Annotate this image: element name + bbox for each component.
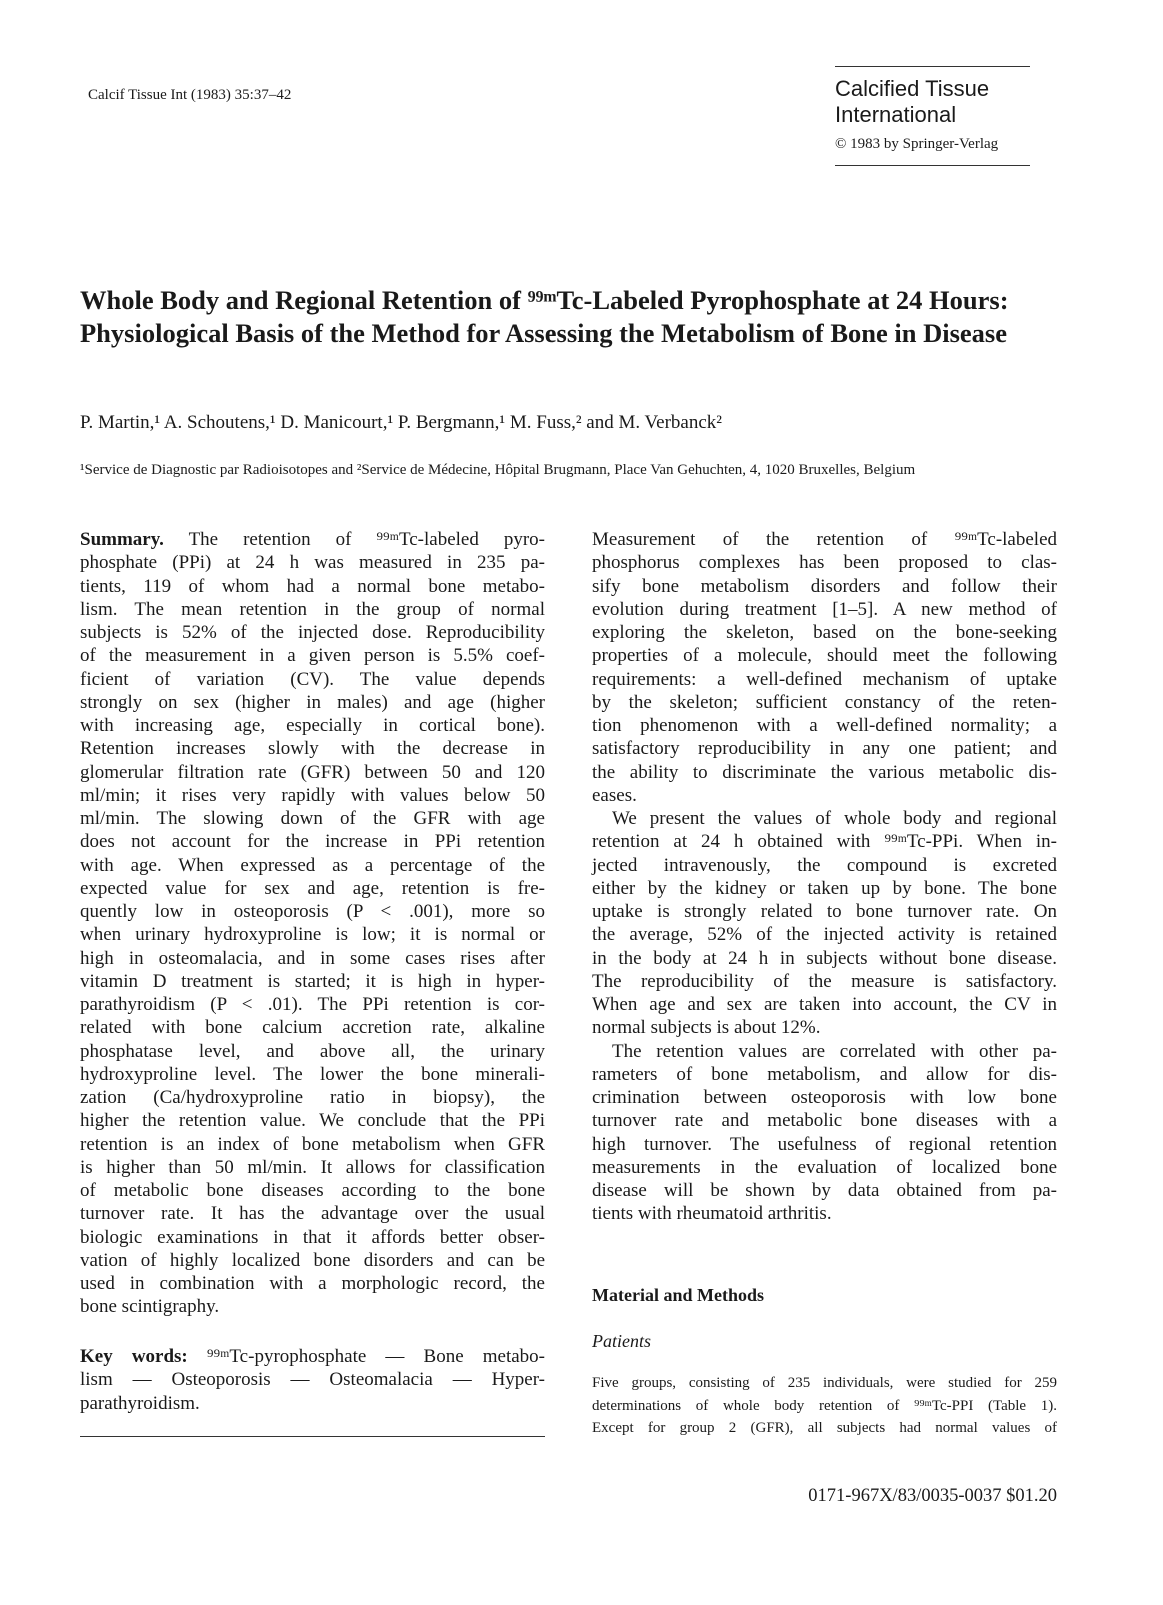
text-line: turnover rate and metabolic bone diseases with a — [592, 1110, 1057, 1132]
text-line: phosphate (PPi) at 24 h was measured in 235 pa- — [80, 552, 545, 574]
introduction — [592, 528, 1057, 1226]
text-line: expected value for sex and age, retention is fre- — [80, 877, 545, 899]
text-line: with age. When expressed as a percentage of the — [80, 854, 545, 876]
text-line: glomerular filtration rate (GFR) between 50 and 120 — [80, 761, 545, 783]
text-line: parathyroidism. — [80, 1392, 200, 1414]
text-line: is higher than 50 ml/min. It allows for classification — [80, 1156, 545, 1178]
text-line: when urinary hydroxyproline is low; it is normal or — [80, 924, 545, 946]
text-line: phosphatase level, and above all, the urinary — [80, 1040, 545, 1062]
journal-name — [835, 76, 1030, 128]
text-line: ml/min. The slowing down of the GFR with age — [80, 808, 545, 829]
header-rule-top — [835, 66, 1030, 67]
text-line: vation of highly localized bone disorders and can be — [80, 1249, 545, 1271]
text-line: of the measurement in a given person is 5.5% coef- — [80, 645, 545, 667]
text-line: parathyroidism (P < .01). The PPi retention is cor- — [80, 994, 545, 1015]
text-line: lism — Osteoporosis — Osteomalacia — Hyper- — [80, 1369, 545, 1391]
text-line: eases. — [592, 784, 637, 806]
text-line: high in osteomalacia, and in some cases rises after — [80, 947, 545, 969]
text-line: related with bone calcium accretion rate, alkaline — [80, 1017, 545, 1039]
paragraph-label: Summary. — [80, 529, 164, 550]
journal-reference: Calcif Tissue Int (1983) 35:37–42 — [88, 87, 292, 103]
text-line: retention is an index of bone metabolism when GFR — [80, 1133, 545, 1155]
text-line: determinations of whole body retention of ⁹⁹ᵐTc-PPI (Table 1). — [592, 1397, 1057, 1414]
methods-text — [592, 1372, 1057, 1440]
subsection-heading-patients: Patients — [592, 1331, 651, 1351]
text-line: retention at 24 h obtained with ⁹⁹ᵐTc-PPi. When in- — [592, 831, 1057, 853]
text-line: biologic examinations in that it affords better obser- — [80, 1226, 545, 1248]
text-line: uptake is strongly related to bone turnover rate. On — [592, 901, 1057, 922]
text-line: rameters of bone metabolism, and allow for dis- — [592, 1063, 1057, 1085]
text-line: When age and sex are taken into account, the CV in — [592, 994, 1057, 1015]
section-heading-methods: Material and Methods — [592, 1285, 764, 1305]
authors: P. Martin,¹ A. Schoutens,¹ D. Manicourt,¹ P. Bergmann,¹ M. Fuss,² and M. Verbanck² — [80, 412, 722, 433]
text-line: high turnover. The usefulness of regional retention — [592, 1133, 1057, 1155]
affiliation: ¹Service de Diagnostic par Radioisotopes and ²Service de Médecine, Hôpital Brugmann, Place Van Gehuchten, 4, 1020 Bruxelles, Belgium — [80, 462, 916, 478]
text-line: sify bone metabolism disorders and follow their — [592, 575, 1057, 597]
text-line: satisfactory reproducibility in any one patient; and — [592, 738, 1057, 760]
text-line: Key words: ⁹⁹ᵐTc-pyrophosphate — Bone metabo- — [80, 1346, 545, 1367]
text-line: tients, 119 of whom had a normal bone metabo- — [80, 575, 545, 597]
text-line: exploring the skeleton, based on the bone-seeking — [592, 622, 1057, 643]
text-line: either by the kidney or taken up by bone. The bone — [592, 877, 1057, 899]
text-line: tients with rheumatoid arthritis. — [592, 1203, 832, 1225]
text-line: Measurement of the retention of ⁹⁹ᵐTc-labeled — [592, 529, 1057, 550]
text-line: The reproducibility of the measure is satisfactory. — [592, 970, 1057, 992]
paragraph-label: Key words: — [80, 1346, 188, 1367]
summary — [80, 528, 545, 1319]
copyright: © 1983 by Springer-Verlag — [835, 136, 999, 152]
article-title: Whole Body and Regional Retention of ⁹⁹ᵐTc-Labeled Pyrophosphate at 24 Hours: Physiological Basis of the Method for Assessing the Metabolism of Bone in Disease — [80, 285, 1009, 348]
text-line: phosphorus complexes has been proposed to clas- — [592, 552, 1057, 574]
text-line: does not account for the increase in PPi retention — [80, 831, 545, 853]
text-line: crimination between osteoporosis with low bone — [592, 1087, 1057, 1108]
text-line: Except for group 2 (GFR), all subjects had normal values of — [592, 1420, 1057, 1436]
text-line: properties of a molecule, should meet the following — [592, 645, 1057, 667]
keywords — [80, 1345, 545, 1415]
column-rule — [80, 1436, 545, 1437]
paragraph — [592, 528, 1057, 807]
text-line: The retention values are correlated with other pa- — [612, 1040, 1057, 1062]
text-line: quently low in osteoporosis (P < .001), more so — [80, 901, 545, 922]
header-rule-bottom — [835, 165, 1030, 166]
text-line: measurements in the evaluation of localized bone — [592, 1156, 1057, 1178]
text-line: the ability to discriminate the various metabolic dis- — [592, 761, 1057, 783]
article-code: 0171-967X/83/0035-0037 $01.20 — [808, 1486, 1057, 1506]
journal-name-line1: Calcified Tissue — [835, 76, 990, 101]
paragraph — [592, 1040, 1057, 1226]
text-line: turnover rate. It has the advantage over the usual — [80, 1203, 545, 1225]
text-line: tion phenomenon with a well-defined normality; a — [592, 715, 1057, 736]
text-line: ml/min; it rises very rapidly with values below 50 — [80, 784, 545, 806]
text-line: the average, 52% of the injected activity is retained — [592, 924, 1057, 946]
text-line: vitamin D treatment is started; it is high in hyper- — [80, 970, 545, 992]
text-line: Five groups, consisting of 235 individuals, were studied for 259 — [592, 1375, 1057, 1391]
text-line: bone scintigraphy. — [80, 1296, 220, 1318]
text-line: used in combination with a morphologic record, the — [80, 1273, 545, 1294]
text-line: by the skeleton; sufficient constancy of the reten- — [592, 691, 1057, 713]
text-line: requirements: a well-defined mechanism of uptake — [592, 668, 1057, 690]
text-line: in the body at 24 h in subjects without bone disease. — [592, 947, 1057, 969]
text-line: evolution during treatment [1–5]. A new method of — [592, 598, 1057, 620]
text-line: zation (Ca/hydroxyproline ratio in biopsy), the — [80, 1087, 545, 1108]
journal-name-line2: International — [835, 102, 957, 127]
text-line: disease will be shown by data obtained from pa- — [592, 1180, 1057, 1201]
text-line: lism. The mean retention in the group of normal — [80, 598, 545, 620]
text-line: Summary. The retention of ⁹⁹ᵐTc-labeled pyro- — [80, 529, 545, 550]
text-line: hydroxyproline level. The lower the bone minerali- — [80, 1063, 545, 1085]
text-line: ficient of variation (CV). The value depends — [80, 668, 545, 690]
paragraph — [592, 807, 1057, 1040]
text-line: strongly on sex (higher in males) and age (higher — [80, 691, 545, 713]
text-line: subjects is 52% of the injected dose. Reproducibility — [80, 622, 545, 643]
text-line: jected intravenously, the compound is excreted — [592, 854, 1057, 876]
text-line: of metabolic bone diseases according to the bone — [80, 1180, 545, 1201]
text-line: normal subjects is about 12%. — [592, 1017, 821, 1039]
text-line: with increasing age, especially in cortical bone). — [80, 715, 545, 736]
text-line: higher the retention value. We conclude that the PPi — [80, 1110, 545, 1132]
text-line: We present the values of whole body and regional — [612, 808, 1057, 829]
text-line: Retention increases slowly with the decrease in — [80, 738, 545, 760]
